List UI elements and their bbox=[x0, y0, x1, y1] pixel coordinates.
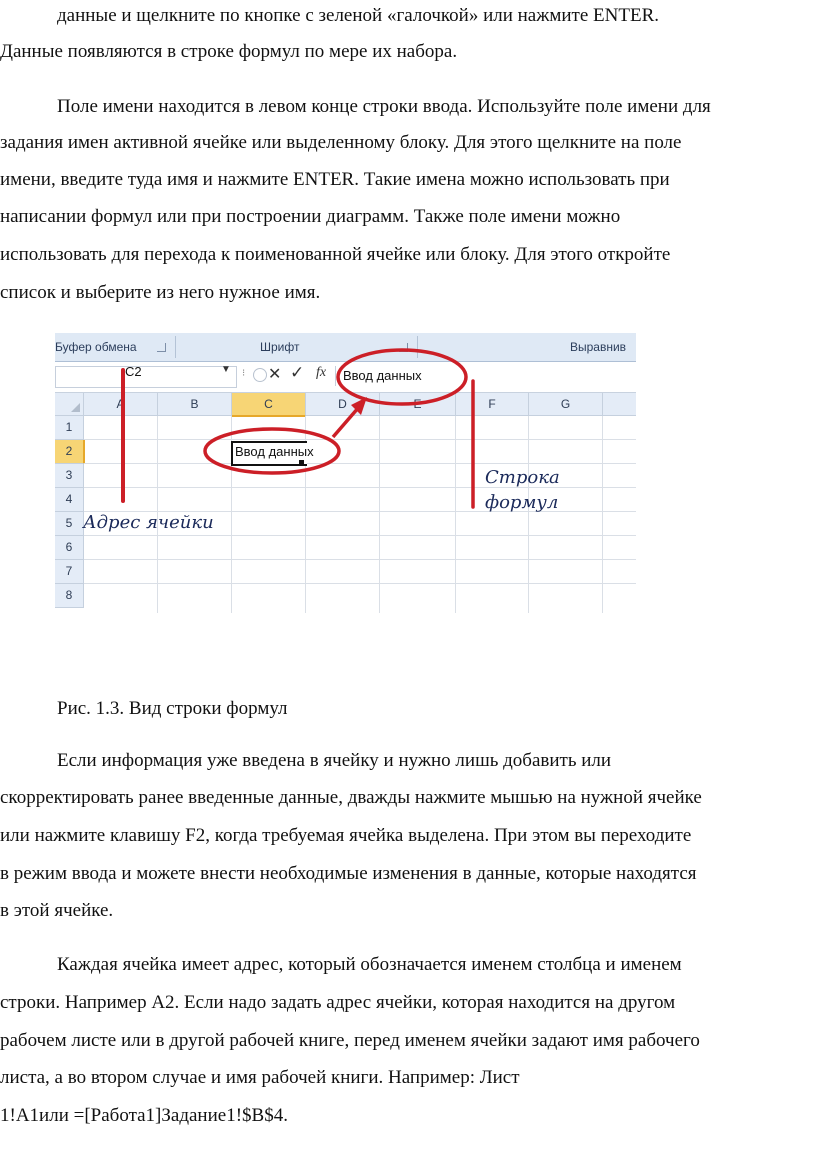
paragraph-4-line-2: строки. Например А2. Если надо задать адрес ячейки, которая находится на другом bbox=[0, 992, 676, 1013]
paragraph-3-line-1: Если информация уже введена в ячейку и нужно лишь добавить или bbox=[57, 750, 612, 771]
formula-bar-figure bbox=[55, 333, 636, 613]
annotation-formula-line2: формул bbox=[485, 492, 559, 513]
paragraph-2-line-6: список и выберите из него нужное имя. bbox=[0, 282, 321, 303]
paragraph-1-line-2: Данные появляются в строке формул по мере их набора. bbox=[0, 41, 458, 62]
column-header-e[interactable]: E bbox=[380, 393, 456, 416]
paragraph-4-line-4: листа, а во втором случае и имя рабочей книги. Например: Лист bbox=[0, 1067, 520, 1088]
figure-caption: Рис. 1.3. Вид строки формул bbox=[57, 698, 288, 719]
row-header-7[interactable]: 7 bbox=[55, 560, 84, 584]
row-header-1[interactable]: 1 bbox=[55, 416, 84, 440]
name-box-value: C2 bbox=[125, 364, 142, 379]
paragraph-3-line-3: или нажмите клавишу F2, когда требуемая ячейка выделена. При этом вы переходите bbox=[0, 825, 692, 846]
formula-highlight-ellipse bbox=[338, 350, 466, 404]
annotation-cell-address: Адрес ячейки bbox=[83, 512, 214, 533]
ribbon-group-clipboard: Буфер обмена bbox=[55, 340, 137, 354]
cancel-icon[interactable]: ✕ bbox=[268, 366, 282, 383]
paragraph-2-line-5: использовать для перехода к поименованной ячейке или блоку. Для этого откройте bbox=[0, 244, 671, 265]
column-header-d[interactable]: D bbox=[306, 393, 380, 416]
paragraph-2-line-1: Поле имени находится в левом конце строки ввода. Используйте поле имени для bbox=[57, 96, 711, 117]
ribbon-group-alignment: Выравнив bbox=[570, 340, 627, 354]
cell-highlight-ellipse bbox=[205, 429, 339, 473]
enter-check-icon[interactable]: ✓ bbox=[290, 363, 305, 382]
row-header-2[interactable]: 2 bbox=[55, 440, 85, 464]
column-header-a[interactable]: A bbox=[84, 393, 158, 416]
column-header-c[interactable]: C bbox=[232, 393, 306, 417]
paragraph-3-line-5: в этой ячейке. bbox=[0, 900, 114, 921]
row-header-4[interactable]: 4 bbox=[55, 488, 84, 512]
paragraph-3-line-4: в режим ввода и можете внести необходимые изменения в данные, которые находятся bbox=[0, 863, 697, 884]
cell-c2-value: Ввод данных bbox=[235, 444, 314, 459]
formula-bar-value: Ввод данных bbox=[343, 368, 422, 383]
column-header-f[interactable]: F bbox=[456, 393, 529, 416]
paragraph-4-line-1: Каждая ячейка имеет адрес, который обозначается именем столбца и именем bbox=[57, 954, 682, 975]
grip-icon: ⁝ bbox=[242, 368, 246, 379]
paragraph-1-line-1: данные и щелкните по кнопке с зеленой «галочкой» или нажмите ENTER. bbox=[57, 5, 660, 26]
paragraph-2-line-3: имени, введите туда имя и нажмите ENTER. Такие имена можно использовать при bbox=[0, 169, 670, 190]
paragraph-4-line-3: рабочем листе или в другой рабочей книге, перед именем ячейки задают имя рабочего bbox=[0, 1030, 700, 1051]
paragraph-2-line-4: написании формул или при построении диаграмм. Также поле имени можно bbox=[0, 206, 621, 227]
row-header-6[interactable]: 6 bbox=[55, 536, 84, 560]
paragraph-4-line-5: 1!А1или =[Работа1]Задание1!$В$4. bbox=[0, 1105, 288, 1126]
row-header-5[interactable]: 5 bbox=[55, 512, 84, 536]
chevron-down-icon[interactable]: ▼ bbox=[221, 364, 231, 375]
annotation-formula-line1: Строка bbox=[485, 467, 560, 488]
row-header-3[interactable]: 3 bbox=[55, 464, 84, 488]
column-header-b[interactable]: B bbox=[158, 393, 232, 416]
column-header-g[interactable]: G bbox=[529, 393, 603, 416]
paragraph-3-line-2: скорректировать ранее введенные данные, дважды нажмите мышью на нужной ячейке bbox=[0, 787, 702, 808]
row-header-8[interactable]: 8 bbox=[55, 584, 84, 608]
insert-function-icon[interactable]: fx bbox=[316, 365, 327, 380]
paragraph-2-line-2: задания имен активной ячейке или выделенному блоку. Для этого щелкните на поле bbox=[0, 132, 682, 153]
arrow-shaft bbox=[333, 407, 359, 437]
ribbon-group-font: Шрифт bbox=[260, 340, 300, 354]
